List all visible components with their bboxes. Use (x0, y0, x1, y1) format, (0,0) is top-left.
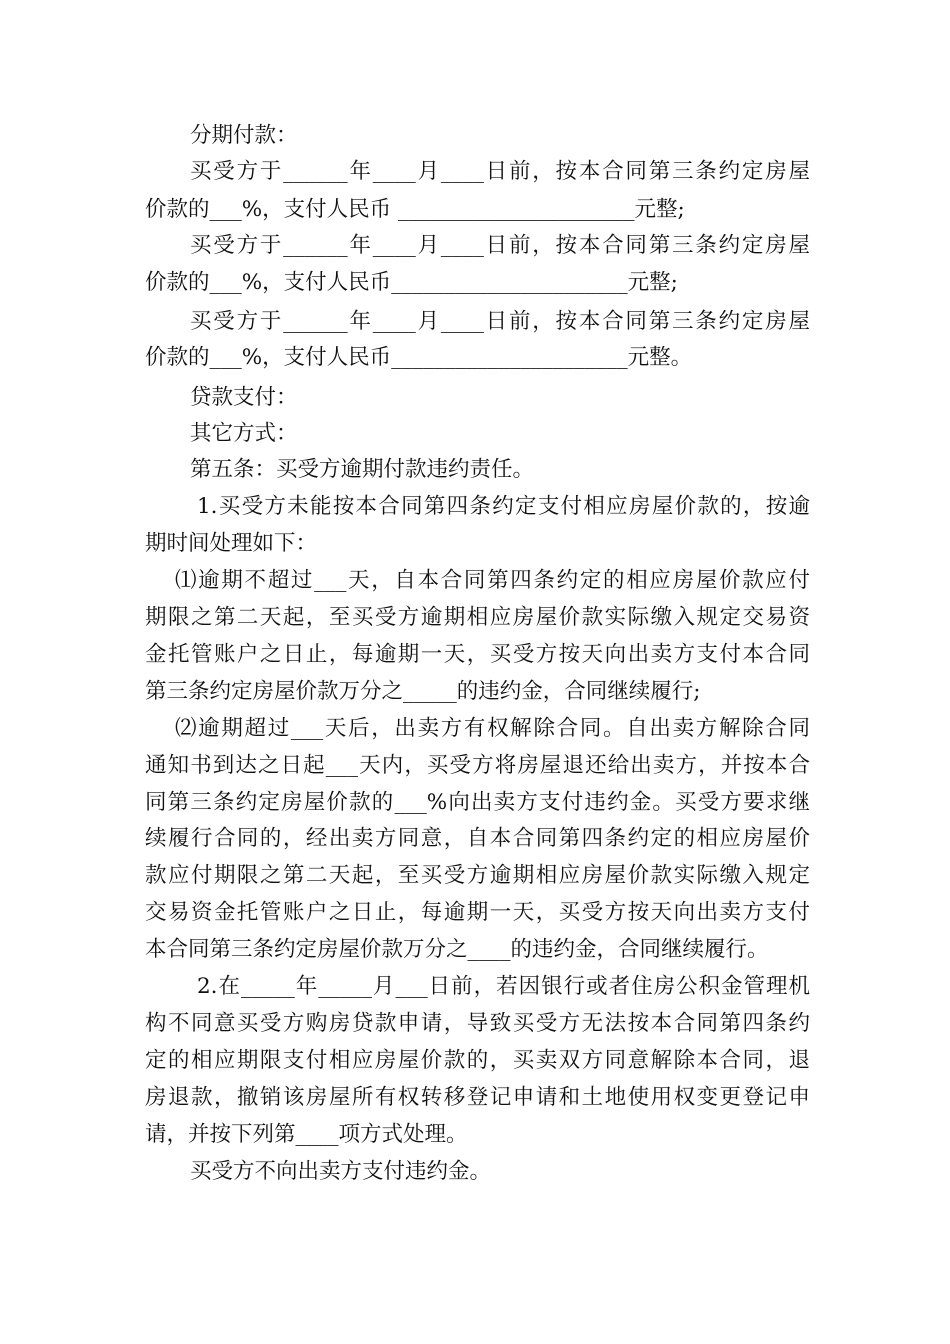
text-line: 请，并按下列第____项方式处理。 (145, 1122, 468, 1147)
text-line: 期限之第二天起，至买受方逾期相应房屋价款实际缴入规定交易资 (145, 605, 810, 630)
text-line: 价款的___%，支付人民币______________________元整; (145, 270, 678, 295)
text-line: 贷款支付： (190, 385, 298, 410)
text-line: 本合同第三条约定房屋价款万分之____的违约金，合同继续履行。 (145, 937, 769, 962)
section-heading: 第五条：买受方逾期付款违约责任。 (190, 457, 535, 482)
text-line: ⑴逾期不超过___天，自本合同第四条约定的相应房屋价款应付 (175, 568, 810, 593)
text-line: 分期付款： (190, 123, 298, 148)
text-line: 构不同意买受方购房贷款申请，导致买受方无法按本合同第四条约 (145, 1011, 810, 1036)
text-line: 房退款，撤销该房屋所有权转移登记申请和土地使用权变更登记申 (145, 1085, 810, 1110)
text-line: 金托管账户之日止，每逾期一天，买受方按天向出卖方支付本合同 (145, 642, 810, 667)
text-line: 2.在_____年_____月___日前，若因银行或者住房公积金管理机 (197, 974, 810, 999)
text-line: 期时间处理如下： (145, 531, 318, 556)
text-line: 通知书到达之日起___天内，买受方将房屋退还给出卖方，并按本合 (145, 753, 810, 778)
text-line: 定的相应期限支付相应房屋价款的，买卖双方同意解除本合同，退 (145, 1048, 810, 1073)
text-line: 价款的___%，支付人民币 ______________________元整; (145, 197, 685, 222)
text-line: 买受方于______年____月____日前，按本合同第三条约定房屋 (190, 233, 810, 258)
text-line: ⑵逾期超过___天后，出卖方有权解除合同。自出卖方解除合同 (175, 716, 810, 741)
text-line: 买受方于______年____月____日前，按本合同第三条约定房屋 (190, 309, 810, 334)
text-line: 价款的___%，支付人民币______________________元整。 (145, 345, 693, 370)
text-line: 款应付期限之第二天起，至买受方逾期相应房屋价款实际缴入规定 (145, 863, 810, 888)
text-line: 其它方式： (190, 421, 298, 446)
text-line: 第三条约定房屋价款万分之_____的违约金，合同继续履行; (145, 679, 701, 704)
text-line: 买受方于______年____月____日前，按本合同第三条约定房屋 (190, 159, 810, 184)
text-line: 同第三条约定房屋价款的___%向出卖方支付违约金。买受方要求继 (145, 790, 810, 815)
text-line: 买受方不向出卖方支付违约金。 (190, 1159, 492, 1184)
text-line: 续履行合同的，经出卖方同意，自本合同第四条约定的相应房屋价 (145, 826, 810, 851)
text-line: 交易资金托管账户之日止，每逾期一天，买受方按天向出卖方支付 (145, 900, 810, 925)
text-line: 1.买受方未能按本合同第四条约定支付相应房屋价款的，按逾 (197, 494, 810, 519)
